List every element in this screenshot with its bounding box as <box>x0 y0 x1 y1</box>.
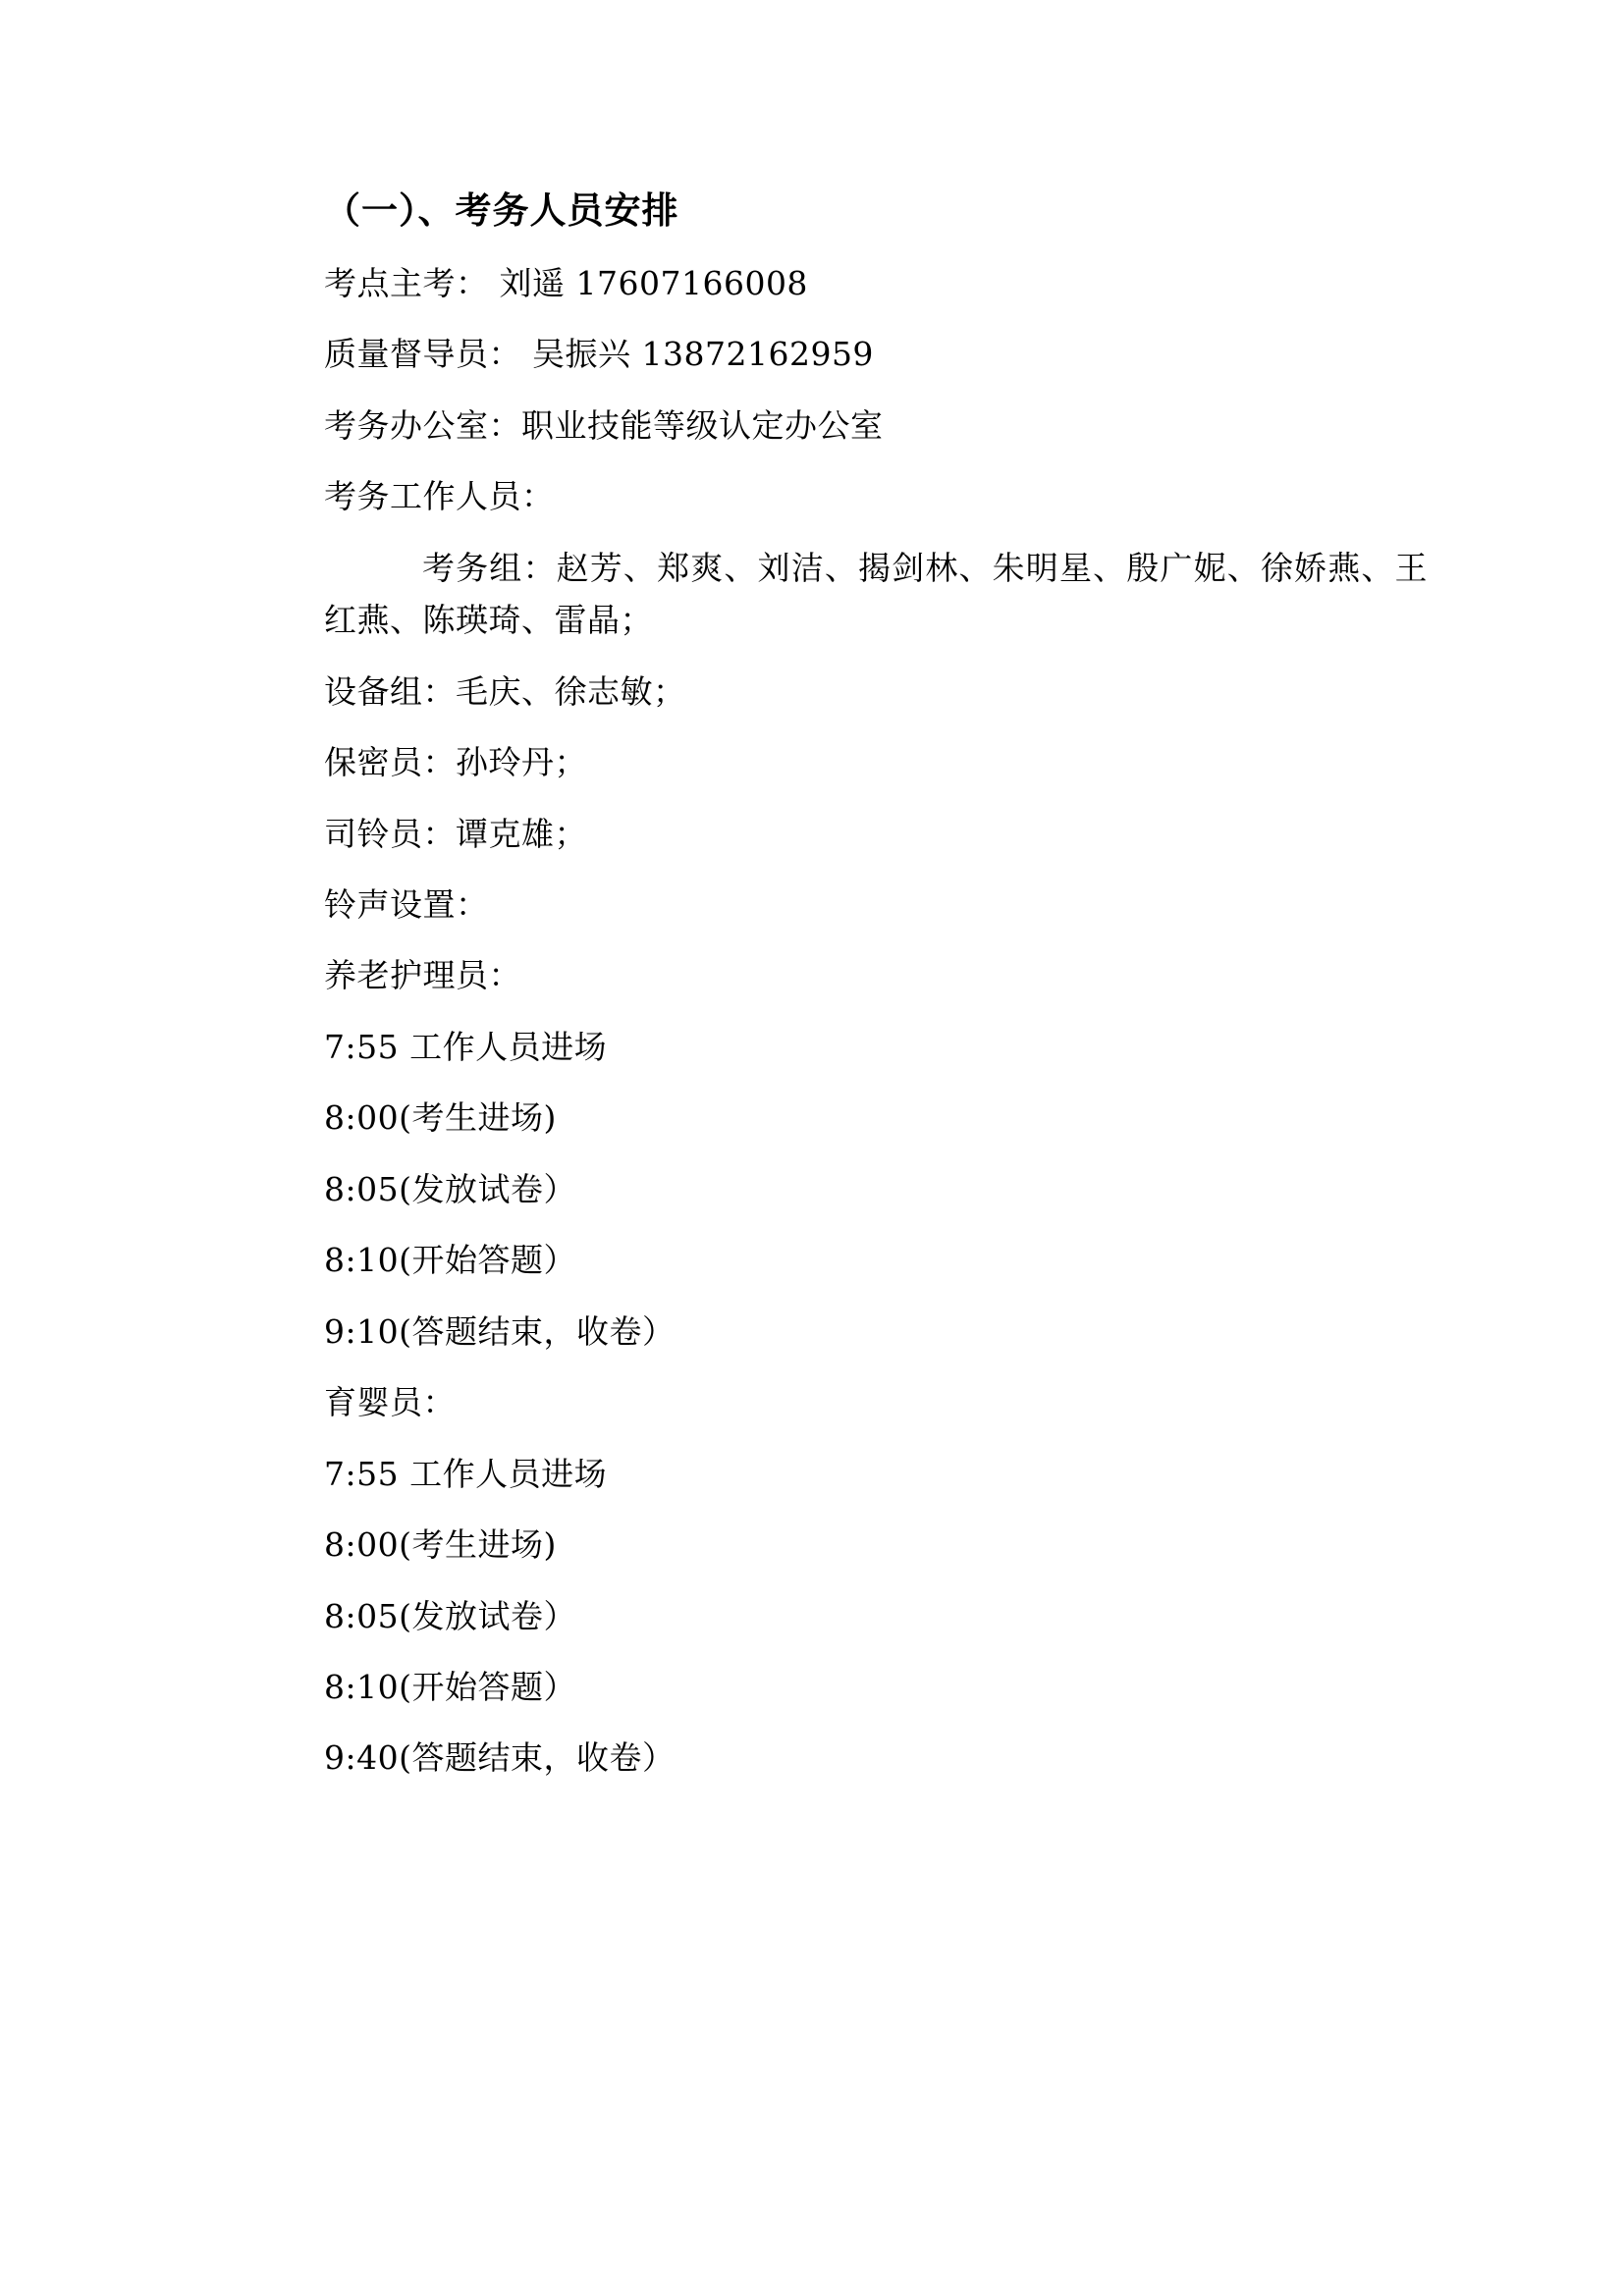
exam-affairs-group-line: 考务组：赵芳、郑爽、刘洁、揭剑林、朱明星、殷广妮、徐娇燕、王红燕、陈瑛琦、雷晶； <box>324 548 1428 640</box>
infant-care-worker-heading: 育婴员： <box>324 1383 456 1422</box>
chief-examiner-line: 考点主考： 刘遥 17607166008 <box>324 263 808 302</box>
infant-bell-4: 8:10(开始答题） <box>324 1668 576 1706</box>
equipment-group-line: 设备组：毛庆、徐志敏； <box>324 671 686 711</box>
elderly-bell-2: 8:00(考生进场) <box>324 1098 557 1138</box>
confidentiality-officer-line: 保密员：孙玲丹； <box>324 743 587 782</box>
page-title: （一）、考务人员安排 <box>324 189 679 232</box>
staff-heading-line: 考务工作人员： <box>324 477 555 516</box>
elderly-bell-5: 9:10(答题结束，收卷） <box>324 1311 676 1351</box>
infant-bell-2: 8:00(考生进场) <box>324 1525 557 1565</box>
elderly-bell-3: 8:05(发放试卷） <box>324 1169 576 1208</box>
exam-office-line: 考务办公室：职业技能等级认定办公室 <box>324 405 884 445</box>
quality-supervisor-line: 质量督导员： 吴振兴 13872162959 <box>324 335 874 374</box>
elderly-bell-4: 8:10(开始答题） <box>324 1241 576 1280</box>
infant-bell-1: 7:55 工作人员进场 <box>324 1454 608 1493</box>
elderly-bell-1: 7:55 工作人员进场 <box>324 1027 608 1066</box>
elderly-care-worker-heading: 养老护理员： <box>324 956 521 995</box>
infant-bell-5: 9:40(答题结束，收卷） <box>324 1738 676 1778</box>
bell-officer-line: 司铃员：谭克雄； <box>324 814 587 853</box>
infant-bell-3: 8:05(发放试卷） <box>324 1596 576 1635</box>
bell-settings-heading-line: 铃声设置： <box>324 885 489 925</box>
